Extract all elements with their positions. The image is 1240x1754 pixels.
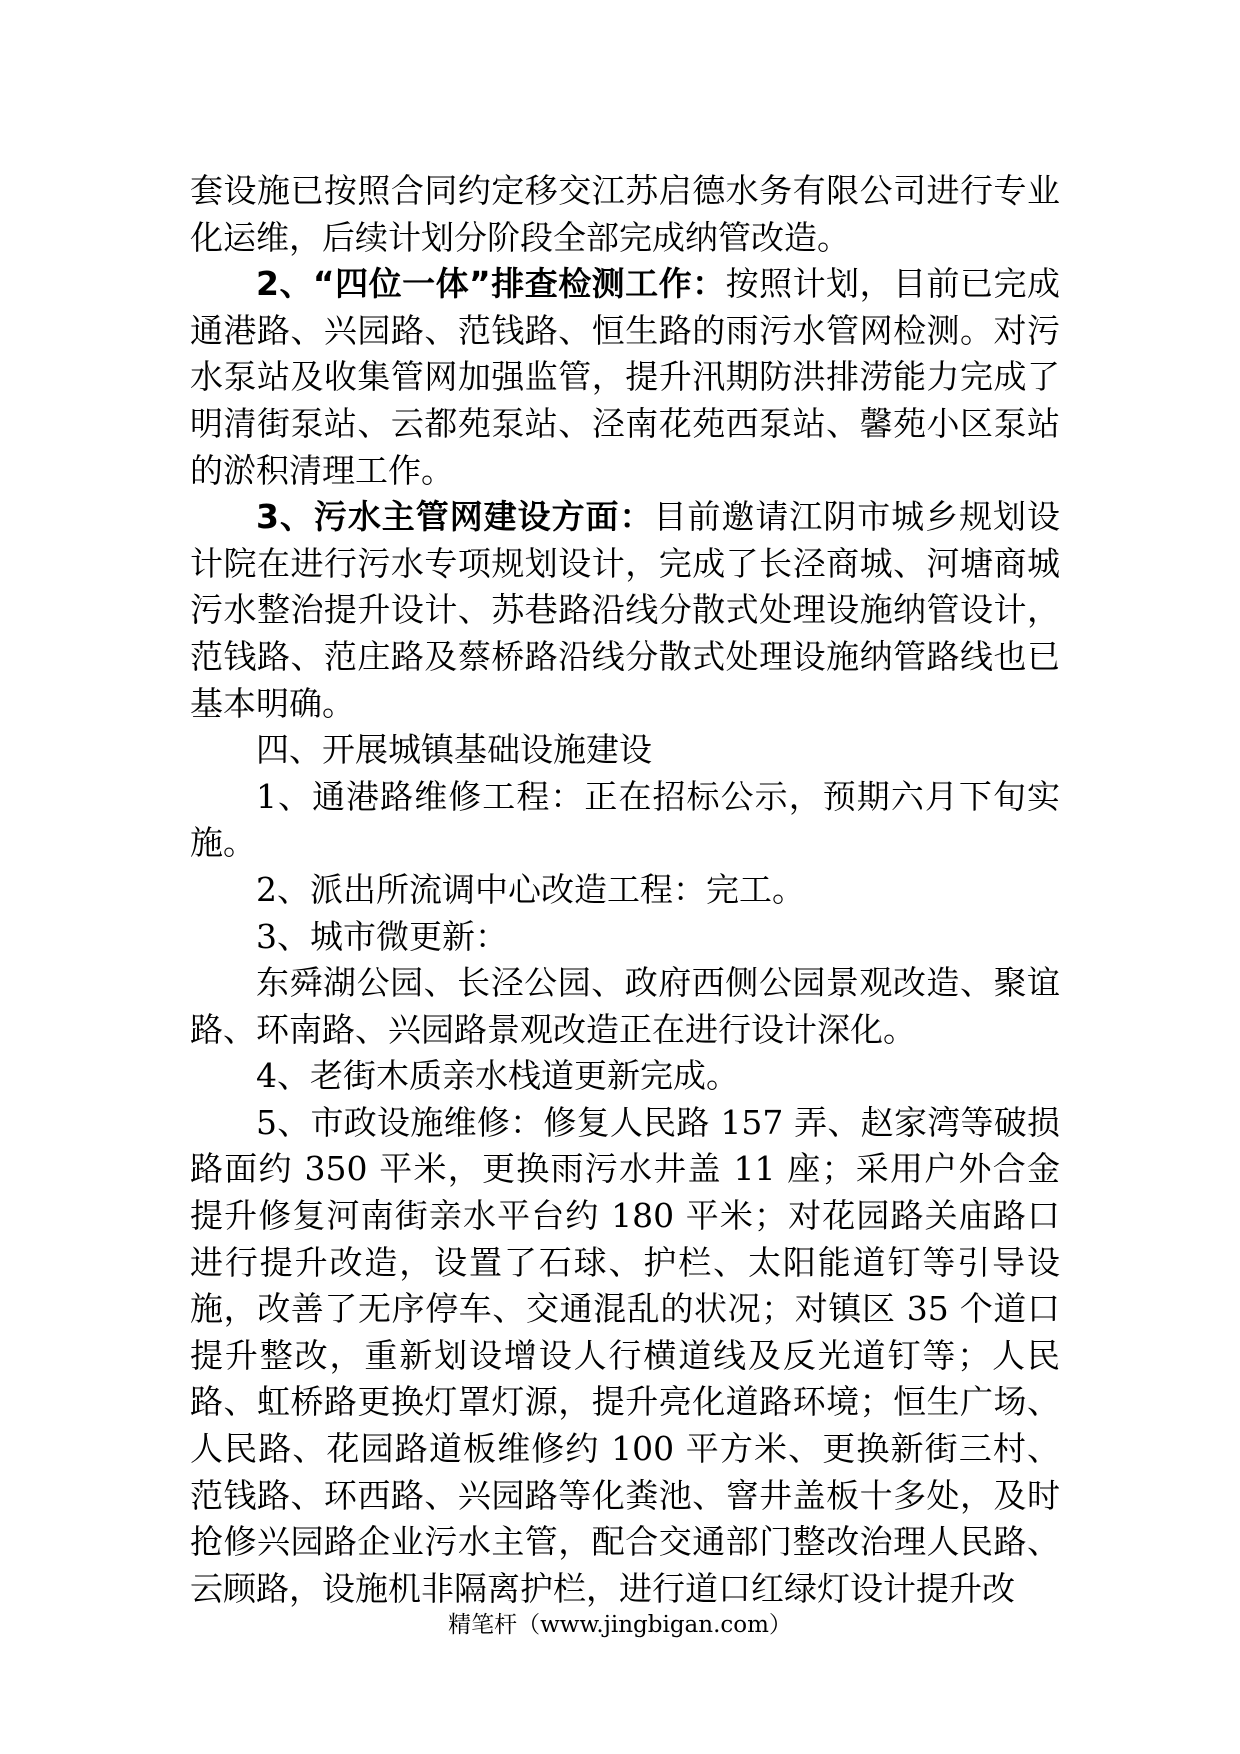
- list-item: [190, 1053, 1060, 1100]
- list-item: [190, 914, 1060, 961]
- paragraph-inspection-work: [190, 261, 1060, 494]
- paragraph-text: 3、城市微更新：: [256, 916, 508, 956]
- page-footer: 精笔杆（www.jingbigan.com）: [448, 1612, 792, 1638]
- paragraph-heading: 2、“四位一体”排查检测工作：: [256, 264, 726, 304]
- paragraph-text: 4、老街木质亲水栈道更新完成。: [256, 1056, 739, 1096]
- paragraph-text: 四、开展城镇基础设施建设: [256, 730, 652, 770]
- paragraph-text: 套设施已按照合同约定移交江苏启德水务有限公司进行专业化运维，后续计划分阶段全部完成纳管改造。: [190, 171, 1060, 257]
- section-heading: [190, 727, 1060, 774]
- paragraph-micro-renewal: [190, 960, 1060, 1053]
- paragraph-heading: 3、污水主管网建设方面：: [256, 497, 654, 537]
- paragraph-text: 按照计划，目前已完成通港路、兴园路、范钱路、恒生路的雨污水管网检测。对污水泵站及收集管网加强监管，提升汛期防洪排涝能力完成了明清街泵站、云都苑泵站、泾南花苑西泵站、馨苑小区泵站的淤积清理工作。: [190, 264, 1060, 490]
- document-body: [190, 168, 1060, 1612]
- list-item: [190, 867, 1060, 914]
- paragraph-sewage-network: [190, 494, 1060, 727]
- paragraph-text: 2、派出所流调中心改造工程：完工。: [256, 869, 805, 909]
- list-item: [190, 1100, 1060, 1613]
- paragraph-continuation: [190, 168, 1060, 261]
- paragraph-text: 东舜湖公园、长泾公园、政府西侧公园景观改造、聚谊路、环南路、兴园路景观改造正在进行设计深化。: [190, 963, 1060, 1049]
- paragraph-text: 5、市政设施维修：修复人民路 157 弄、赵家湾等破损路面约 350 平米，更换雨污水井盖 11 座；采用户外合金提升修复河南街亲水平台约 180 平米；对花园路关庙路口进行提升改造，设置了石球、护栏、太阳能道钉等引导设施，改善了无序停车、交通混乱的状况；对镇区 35 个道口提升整改，重新划设增设人行横道线及反光道钉等；人民路、虹桥路更换灯罩灯源，提升亮化道路环境；恒生广场、人民路、花园路道板维修约 100 平方米、更换新街三村、范钱路、环西路、兴园路等化粪池、窨井盖板十多处，及时抢修兴园路企业污水主管，配合交通部门整改治理人民路、云顾路，设施机非隔离护栏，进行道口红绿灯设计提升改: [190, 1102, 1060, 1608]
- paragraph-text: 1、通港路维修工程：正在招标公示，预期六月下旬实施。: [190, 776, 1060, 863]
- list-item: [190, 774, 1060, 867]
- paragraph-text: 目前邀请江阴市城乡规划设计院在进行污水专项规划设计，完成了长泾商城、河塘商城污水整治提升设计、苏巷路沿线分散式处理设施纳管设计，范钱路、范庄路及蔡桥路沿线分散式处理设施纳管路线也已基本明确。: [190, 497, 1061, 723]
